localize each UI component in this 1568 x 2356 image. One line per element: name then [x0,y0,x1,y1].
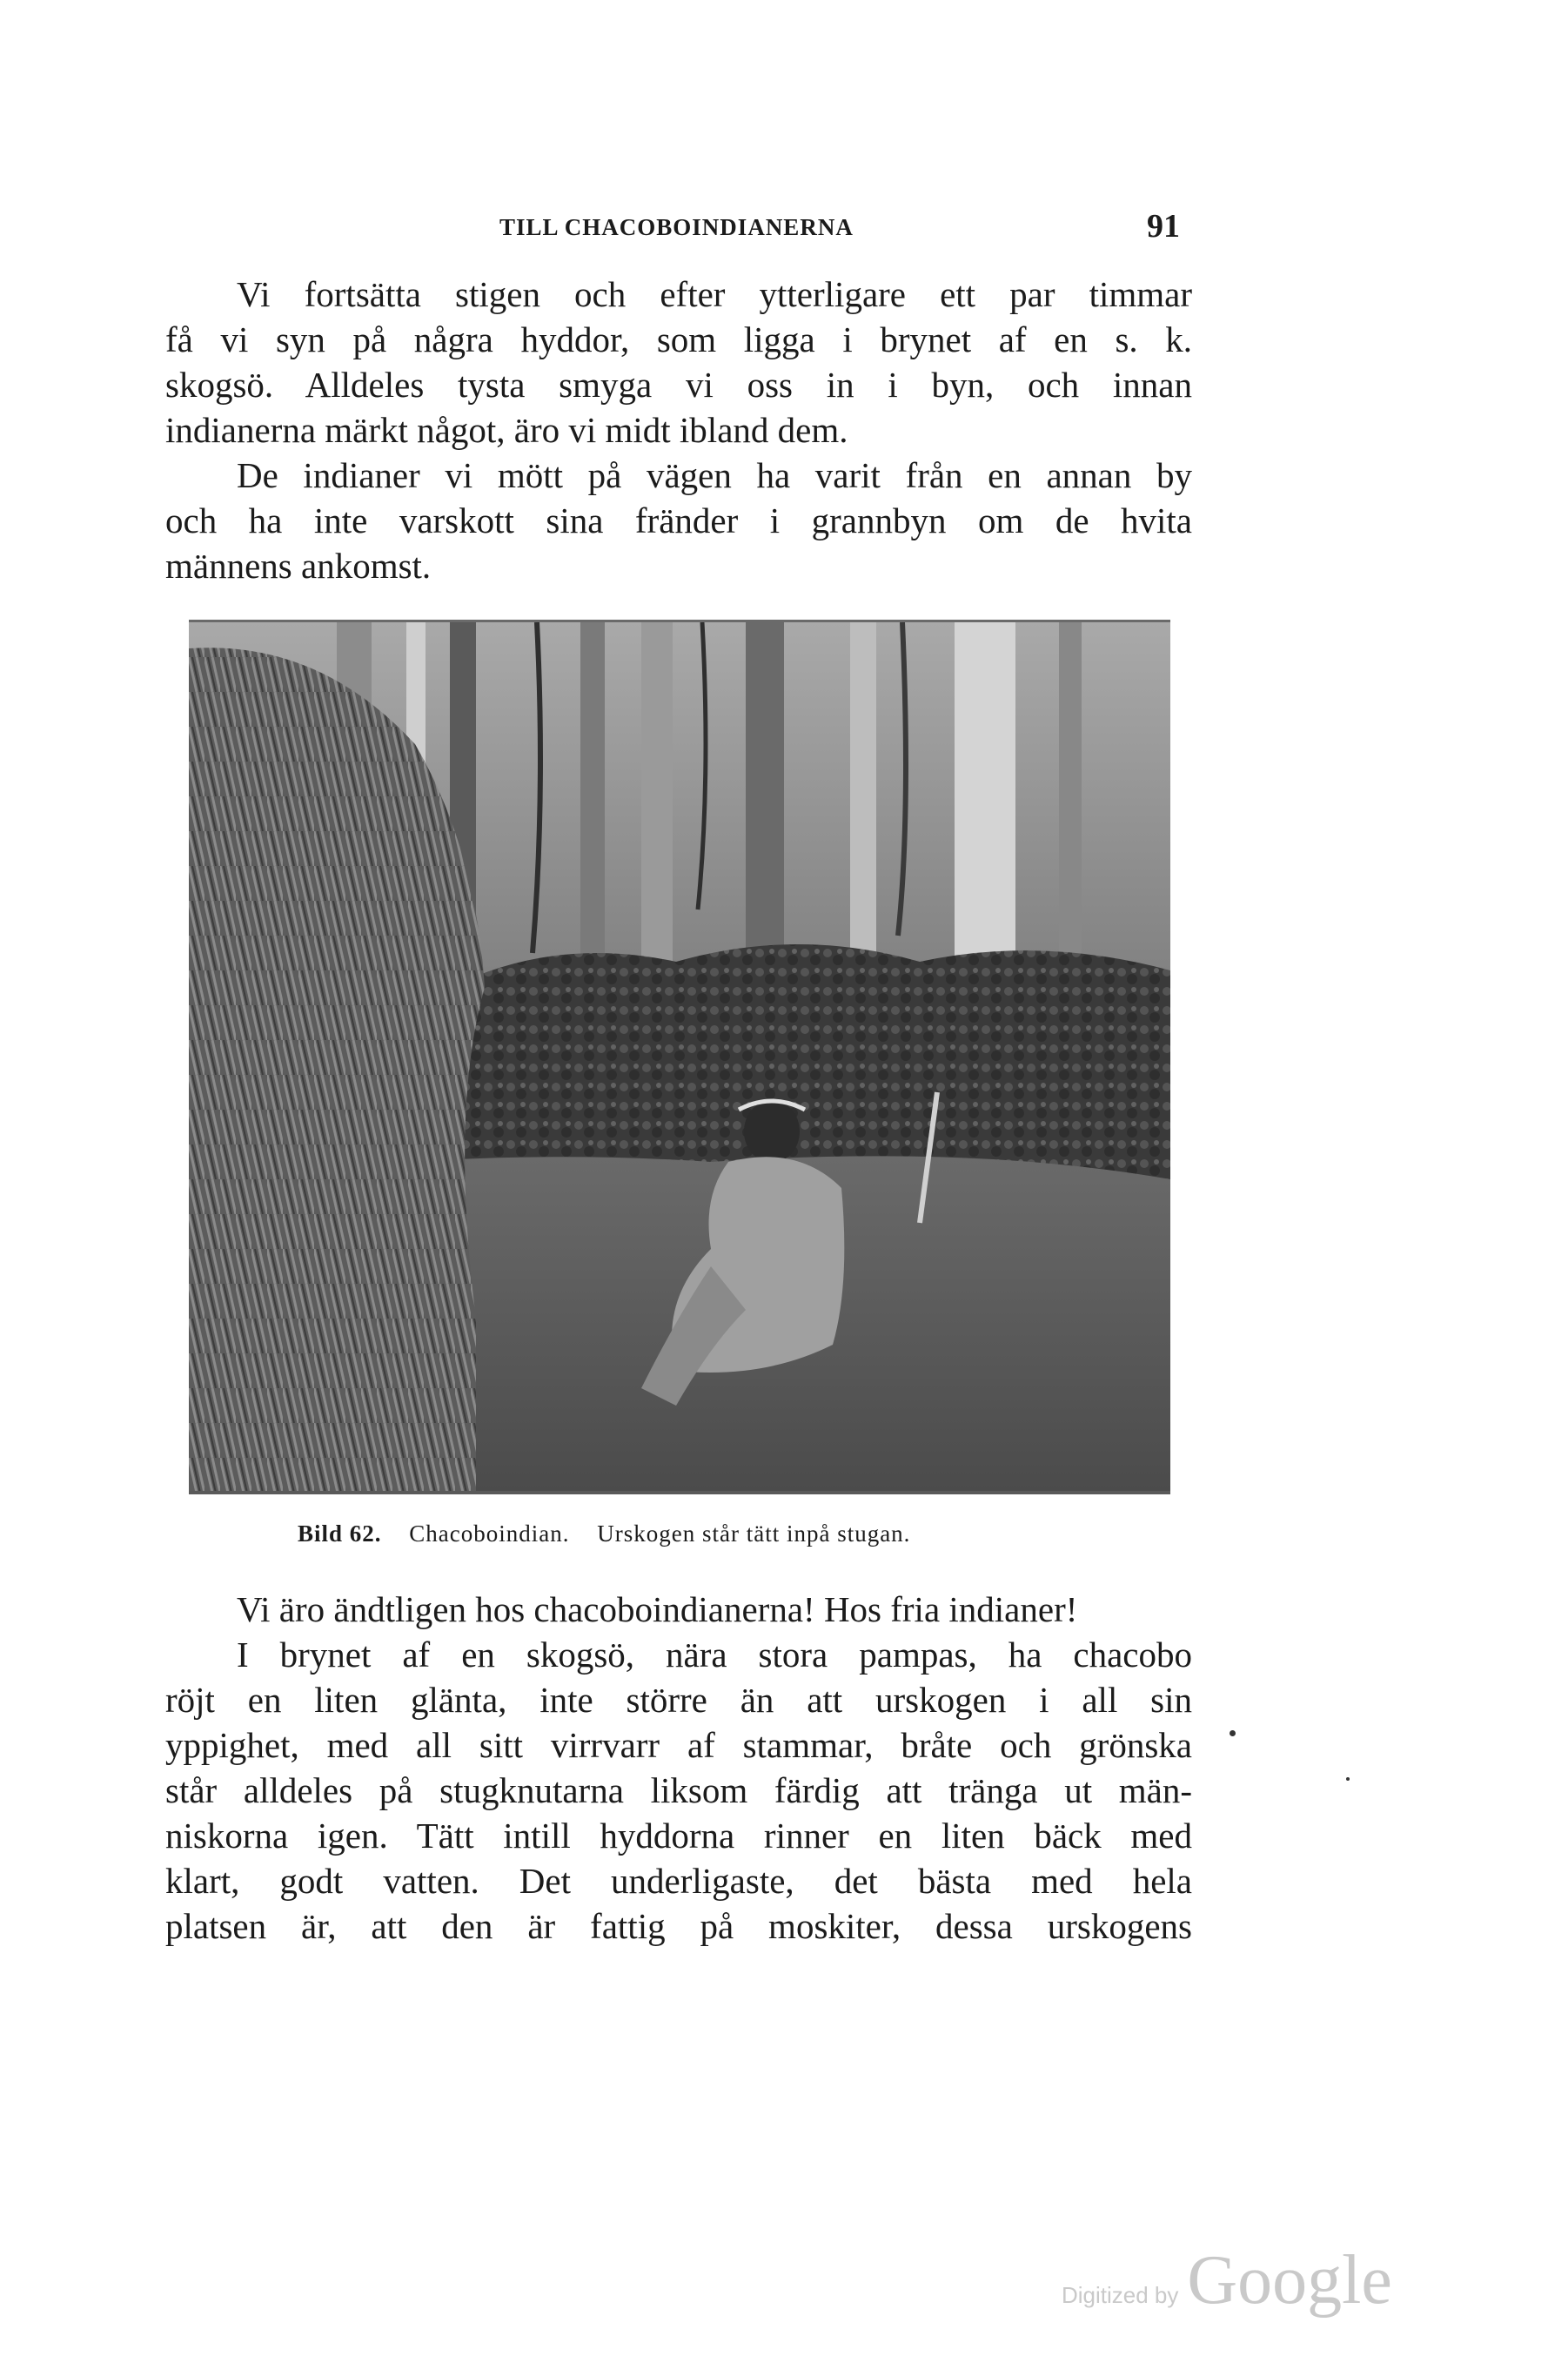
google-logo: Google [1187,2242,1392,2319]
caption-title: Chacoboindian. [409,1520,570,1547]
text-line: skogsö. Alldeles tysta smyga vi oss in i byn, och innan [165,365,1192,405]
text-line: männens ankomst. [165,546,432,586]
text-line: platsen är, att den är fattig på moskiter, dessa urskogens [165,1906,1192,1946]
watermark-text: Digitized by [1062,2282,1179,2308]
forest-photo-illustration [189,622,1170,1491]
text-line: Vi fortsätta stigen och efter ytterligare ett par timmar [237,274,1192,314]
caption-number: Bild 62. [298,1520,382,1547]
running-header-title: TILL CHACOBOINDIANERNA [499,214,854,240]
text-line: De indianer vi mött på vägen ha varit från en annan by [237,455,1192,495]
text-line: Vi äro ändtligen hos chacoboindianerna! Hos fria indianer! [237,1589,1078,1629]
forest-photo [189,620,1170,1494]
text-line: få vi syn på några hyddor, som ligga i brynet af en s. k. [165,319,1192,359]
figure-caption [298,1520,910,1547]
text-line: står alldeles på stugknutarna liksom färdig att tränga ut män- [165,1770,1192,1810]
text-line: röjt en liten glänta, inte större än att urskogen i all sin [165,1680,1192,1720]
digitized-watermark [1062,2241,1392,2320]
text-line: och ha inte varskott sina fränder i grannbyn om de hvita [165,500,1192,540]
text-line: niskorna igen. Tätt intill hyddorna rinner en liten bäck med [165,1816,1192,1856]
text-line: I brynet af en skogsö, nära stora pampas, ha chacobo [237,1634,1192,1675]
page-number: 91 [1147,208,1180,245]
caption-text: Urskogen står tätt inpå stugan. [597,1520,911,1547]
scan-speck-icon [1346,1777,1350,1781]
text-line: yppighet, med all sitt virrvarr af stammar, bråte och grönska [165,1725,1192,1765]
text-line: klart, godt vatten. Det underligaste, det bästa med hela [165,1861,1192,1901]
text-line: indianerna märkt något, äro vi midt ibland dem. [165,410,848,450]
scan-speck-icon [1230,1730,1236,1736]
